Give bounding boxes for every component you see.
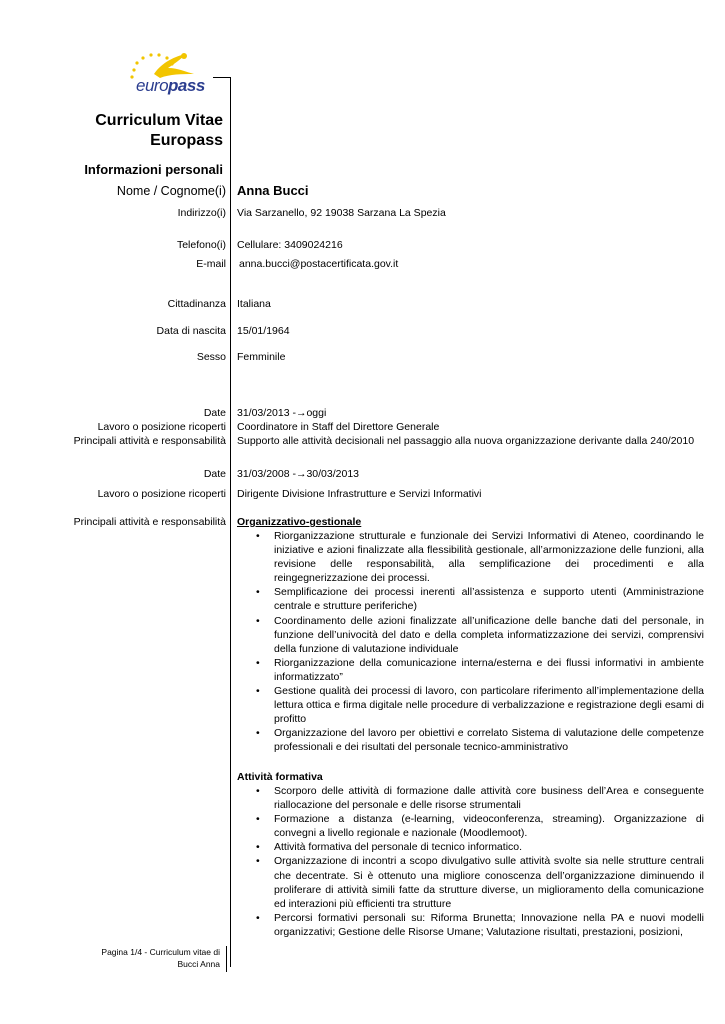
bullet-icon: •	[256, 813, 260, 826]
footer-line1: Pagina 1/4 - Curriculum vitae di	[101, 947, 220, 957]
list-item-text: Formazione a distanza (e-learning, videoconferenza, streaming). Organizzazione di convegni a livello regionale e nazionale (Moodlemoot).	[274, 813, 704, 840]
bullet-icon: •	[256, 727, 260, 740]
exp1-activity-value: Supporto alle attività decisionali nel passaggio alla nuova organizzazione derivante dalla 240/2010	[237, 435, 695, 447]
list-item	[237, 840, 704, 854]
corner-line	[213, 77, 230, 78]
bullet-icon: •	[256, 911, 260, 924]
europass-wordmark: europass	[136, 76, 205, 95]
list-item	[237, 812, 704, 840]
email-label: E-mail	[196, 258, 226, 270]
sex-value: Femminile	[237, 351, 286, 363]
list-item	[237, 585, 704, 613]
email-value: anna.bucci@postacertificata.gov.it	[239, 258, 399, 270]
name-label: Nome / Cognome(i)	[116, 184, 226, 198]
footer-divider	[226, 946, 227, 972]
list-item-text: Riorganizzazione della comunicazione interna/esterna e dei flussi informativi in ambiente informatizzato”	[274, 656, 704, 683]
list-item-text: Riorganizzazione strutturale e funzionale dei Servizi Informativi di Ateneo, coordinando le iniziative e azioni finalizzate alla flessibilità gestionale, all’armonizzazione delle funzioni, alla revisione delle responsabilità, alla semplificazione dei procedimenti e alla reingegnerizzazione dei processi.	[274, 530, 704, 585]
sex-label: Sesso	[196, 351, 226, 363]
bullet-icon: •	[256, 656, 260, 669]
list-item	[237, 854, 704, 910]
exp1-role-label: Lavoro o posizione ricoperti	[97, 421, 226, 433]
list-item-text: Organizzazione di incontri a scopo divulgativo sulle attività svolte sia nelle strutture centrali che decentrate. Si è ottenuto una migliore conoscenza dell’organizzazione diminuendo il proliferare di attività simili fatte da strutture diverse, un miglioramento della comunicazione ed interazioni più efficienti tra strutture	[274, 855, 704, 910]
page-footer	[101, 946, 220, 970]
exp2-role-value: Dirigente Divisione Infrastrutture e Servizi Informativi	[237, 488, 482, 500]
column-divider	[230, 77, 231, 967]
list-item	[237, 784, 704, 812]
list-item	[237, 656, 704, 684]
exp1-role-value: Coordinatore in Staff del Direttore Generale	[237, 421, 440, 433]
bullet-icon: •	[256, 785, 260, 797]
list-item-text: Scorporo delle attività di formazione dalle attività core business dell’Area e conseguente riallocazione del personale e delle risorse strumentali	[274, 785, 704, 812]
bullet-icon: •	[256, 614, 260, 627]
europass-logo	[124, 50, 214, 98]
list-item-text: Organizzazione del lavoro per obiettivi e correlato Sistema di valutazione delle competenze professionali e dei risultati del personale tecnico-amministrativo	[274, 727, 704, 754]
name-value: Anna Bucci	[237, 183, 309, 198]
section-personal-info: Informazioni personali	[84, 162, 223, 177]
cv-title-line1: Curriculum Vitae	[95, 112, 223, 129]
exp2-activity-label: Principali attività e responsabilità	[73, 516, 226, 528]
list-item-text: Coordinamento delle azioni finalizzate all’unificazione delle banche dati del personale, in funzione dell’univocità del dato e della completa informatizzazione dei servizi, comprensivi della funzione di valutazione individuale	[274, 614, 704, 655]
bullet-icon: •	[256, 855, 260, 868]
exp1-date-label: Date	[203, 407, 226, 419]
phone-label: Telefono(i)	[176, 239, 226, 251]
exp2-date-label: Date	[203, 468, 226, 480]
list-item-text: Gestione qualità dei processi di lavoro, con particolare riferimento all’implementazione della lettura ottica e firma digitale nelle procedure di verbalizzazione e registrazione degli esami di profitto	[274, 685, 704, 726]
cv-title-line2: Europass	[150, 132, 223, 149]
org-bullet-list	[237, 529, 704, 755]
list-item-text: Attività formativa del personale di tecnico informatico.	[274, 841, 523, 854]
bullet-icon: •	[256, 530, 260, 542]
list-item	[237, 614, 704, 656]
exp1-activity-label: Principali attività e responsabilità	[73, 435, 226, 447]
list-item	[237, 529, 704, 585]
exp1-date-value: 31/03/2013 -→oggi	[237, 407, 327, 419]
list-item	[237, 726, 704, 754]
exp2-role-label: Lavoro o posizione ricoperti	[97, 488, 226, 500]
list-item-text: Percorsi formativi personali su: Riforma Brunetta; Innovazione nella PA e nuovi modelli organizzativi; Gestione delle Risorse Umane; Valutazione risultati, prestazioni, posizioni,	[274, 911, 704, 938]
list-item	[237, 911, 704, 939]
birth-date-value: 15/01/1964	[237, 325, 290, 337]
training-section-title: Attività formativa	[237, 771, 323, 783]
training-bullet-list	[237, 784, 704, 939]
bullet-icon: •	[256, 586, 260, 599]
citizenship-label: Cittadinanza	[167, 298, 226, 310]
birth-date-label: Data di nascita	[156, 325, 226, 337]
list-item	[237, 684, 704, 726]
org-section-title: Organizzativo-gestionale	[237, 516, 362, 528]
list-item-text: Semplificazione dei processi inerenti all’assistenza e supporto utenti (Amministrazione centrale e strutture periferiche)	[274, 586, 704, 613]
footer-line2: Bucci Anna	[177, 959, 220, 969]
bullet-icon: •	[256, 841, 260, 854]
citizenship-value: Italiana	[237, 298, 271, 310]
phone-value: Cellulare: 3409024216	[237, 239, 343, 251]
bullet-icon: •	[256, 685, 260, 698]
exp2-date-value: 31/03/2008 -→30/03/2013	[237, 468, 360, 480]
address-label: Indirizzo(i)	[177, 207, 226, 219]
address-value: Via Sarzanello, 92 19038 Sarzana La Spezia	[237, 207, 446, 219]
